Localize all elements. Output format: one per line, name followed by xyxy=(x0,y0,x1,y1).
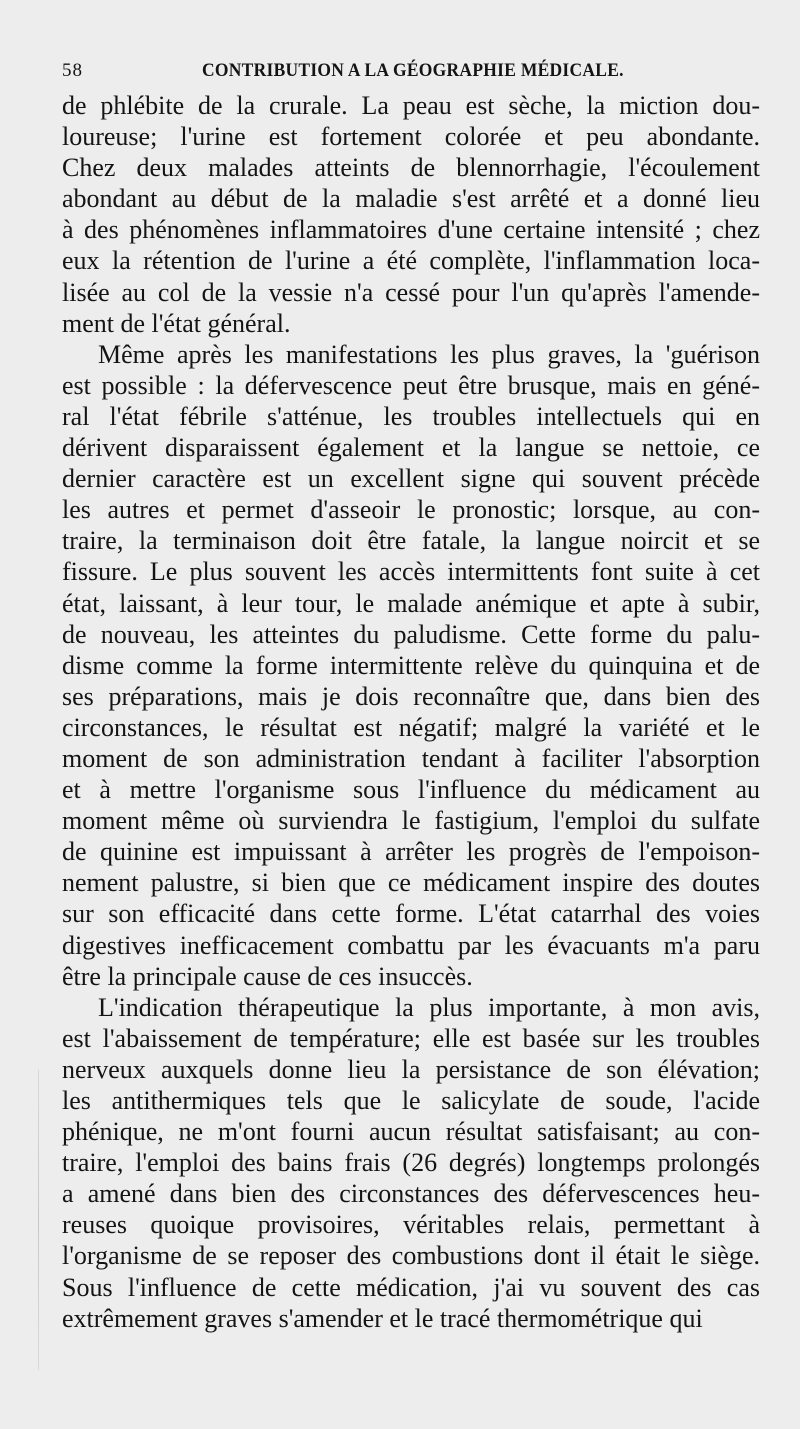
text-line: état, laissant, à leur tour, le malade anémique et apte à subir, xyxy=(62,588,760,618)
text-line: disme comme la forme intermittente relève du quinquina et de xyxy=(62,650,760,680)
text-line: les autres et permet d'asseoir le pronostic; lorsque, au con- xyxy=(62,495,760,525)
text-line: moment même où surviendra le fastigium, l'emploi du sulfate xyxy=(62,806,760,836)
page-header xyxy=(62,60,762,86)
text-line: nement palustre, si bien que ce médicament inspire des doutes xyxy=(62,868,760,898)
text-line: nerveux auxquels donne lieu la persistance de son élévation; xyxy=(62,1054,760,1084)
text-line: phénique, ne m'ont fourni aucun résultat satisfaisant; au con- xyxy=(62,1117,760,1147)
text-line: être la principale cause de ces insuccès. xyxy=(62,961,473,991)
text-line: L'indication thérapeutique la plus importante, à mon avis, xyxy=(98,992,760,1022)
gutter-shadow xyxy=(38,1070,39,1370)
paragraph xyxy=(62,90,760,339)
text-line: ral l'état fébrile s'atténue, les troubles intellectuels qui en xyxy=(62,401,760,431)
text-line: Chez deux malades atteints de blennorrhagie, l'écoulement xyxy=(62,153,760,183)
text-line: à des phénomènes inflammatoires d'une certaine intensité ; chez xyxy=(62,215,760,245)
text-line: Sous l'influence de cette médication, j'ai vu souvent des cas xyxy=(62,1272,760,1302)
text-line: de nouveau, les atteintes du paludisme. Cette forme du palu- xyxy=(62,619,760,649)
page-number: 58 xyxy=(62,60,83,81)
running-title: CONTRIBUTION A LA GÉOGRAPHIE MÉDICALE. xyxy=(202,60,624,81)
text-line: a amené dans bien des circonstances des défervescences heu- xyxy=(62,1179,760,1209)
text-line: traire, la terminaison doit être fatale, la langue noircit et se xyxy=(62,526,760,556)
text-line: de phlébite de la crurale. La peau est sèche, la miction dou- xyxy=(62,91,760,120)
text-line: ment de l'état général. xyxy=(62,308,291,338)
text-line: reuses quoique provisoires, véritables relais, permettant à xyxy=(62,1210,760,1240)
text-line: circonstances, le résultat est négatif; malgré la variété et le xyxy=(62,712,760,742)
text-line: et à mettre l'organisme sous l'influence du médicament au xyxy=(62,775,760,805)
text-line: ses préparations, mais je dois reconnaître que, dans bien des xyxy=(62,681,760,711)
text-line: moment de son administration tendant à faciliter l'absorption xyxy=(62,743,760,773)
text-line: traire, l'emploi des bains frais (26 degrés) longtemps prolongés xyxy=(62,1148,760,1178)
text-line: Même après les manifestations les plus graves, la 'guérison xyxy=(98,339,760,369)
text-line: abondant au début de la maladie s'est arrêté et a donné lieu xyxy=(62,184,760,214)
text-line: digestives inefficacement combattu par les évacuants m'a paru xyxy=(62,930,760,960)
body-text xyxy=(62,90,760,1334)
paragraph xyxy=(62,339,760,992)
text-line: loureuse; l'urine est fortement colorée et peu abondante. xyxy=(62,122,760,152)
text-line: de quinine est impuissant à arrêter les progrès de l'empoison- xyxy=(62,837,760,867)
text-line: fissure. Le plus souvent les accès intermittents font suite à cet xyxy=(62,557,760,587)
text-line: extrêmement graves s'amender et le tracé thermométrique qui xyxy=(62,1303,703,1333)
text-line: eux la rétention de l'urine a été complète, l'inflammation loca- xyxy=(62,246,760,276)
text-line: l'organisme de se reposer des combustions dont il était le siège. xyxy=(62,1241,760,1271)
text-line: dernier caractère est un excellent signe qui souvent précède xyxy=(62,464,760,494)
paragraph xyxy=(62,992,760,1334)
text-line: sur son efficacité dans cette forme. L'état catarrhal des voies xyxy=(62,899,760,929)
text-line: est l'abaissement de température; elle est basée sur les troubles xyxy=(62,1023,760,1053)
text-line: dérivent disparaissent également et la langue se nettoie, ce xyxy=(62,433,760,463)
text-line: est possible : la défervescence peut être brusque, mais en géné- xyxy=(62,370,760,400)
text-line: lisée au col de la vessie n'a cessé pour l'un qu'après l'amende- xyxy=(62,277,760,307)
text-line: les antithermiques tels que le salicylate de soude, l'acide xyxy=(62,1086,760,1115)
